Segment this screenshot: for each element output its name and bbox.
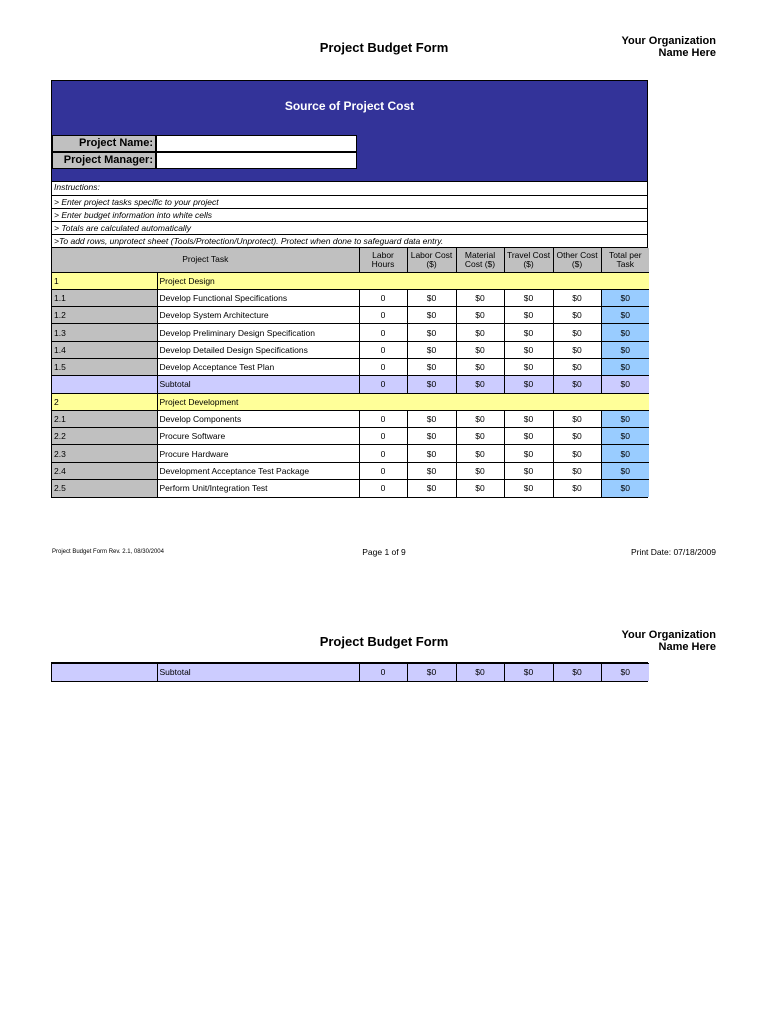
- labor-cost-cell[interactable]: $0: [407, 410, 456, 427]
- labor-cost-cell[interactable]: $0: [407, 480, 456, 497]
- travel-cost-cell: $0: [504, 664, 553, 681]
- task-name[interactable]: Develop Detailed Design Specifications: [157, 341, 359, 358]
- material-cost-cell[interactable]: $0: [456, 324, 504, 341]
- labor-hours-cell[interactable]: 0: [359, 445, 407, 462]
- task-id[interactable]: 2.3: [52, 445, 157, 462]
- other-cost-cell[interactable]: $0: [553, 324, 601, 341]
- total-per-task-cell: $0: [601, 307, 649, 324]
- task-id[interactable]: 1.3: [52, 324, 157, 341]
- table-row: [52, 341, 649, 358]
- budget-table-body: [52, 272, 649, 497]
- task-name[interactable]: Develop Components: [157, 410, 359, 427]
- travel-cost-cell[interactable]: $0: [504, 289, 553, 306]
- phase-row: [52, 393, 649, 410]
- task-id[interactable]: 2.1: [52, 410, 157, 427]
- labor-cost-cell[interactable]: $0: [407, 307, 456, 324]
- task-name[interactable]: Procure Software: [157, 428, 359, 445]
- banner-title: Source of Project Cost: [284, 99, 415, 113]
- travel-cost-cell[interactable]: $0: [504, 410, 553, 427]
- total-per-task-cell: $0: [601, 358, 649, 375]
- other-cost-cell[interactable]: $0: [553, 358, 601, 375]
- table-row: [52, 428, 649, 445]
- travel-cost-cell[interactable]: $0: [504, 341, 553, 358]
- labor-cost-cell[interactable]: $0: [407, 358, 456, 375]
- labor-hours-cell[interactable]: 0: [359, 307, 407, 324]
- phase-name: Project Development: [157, 393, 649, 410]
- other-cost-cell: $0: [553, 664, 601, 681]
- travel-cost-cell[interactable]: $0: [504, 480, 553, 497]
- labor-hours-cell[interactable]: 0: [359, 428, 407, 445]
- travel-cost-cell[interactable]: $0: [504, 358, 553, 375]
- org-line2: Name Here: [658, 641, 716, 653]
- labor-hours-cell[interactable]: 0: [359, 462, 407, 479]
- table-header-row: [52, 248, 649, 272]
- labor-hours-cell[interactable]: 0: [359, 341, 407, 358]
- material-cost-cell: $0: [456, 376, 504, 393]
- project-name-label: Project Name:: [52, 135, 156, 152]
- project-manager-label: Project Manager:: [52, 152, 156, 169]
- material-cost-cell[interactable]: $0: [456, 307, 504, 324]
- col-header-labor-cost: Labor Cost ($): [407, 248, 456, 272]
- total-per-task-cell: $0: [601, 445, 649, 462]
- task-id[interactable]: 2.2: [52, 428, 157, 445]
- task-id: [52, 664, 157, 681]
- phase-id: 2: [52, 393, 157, 410]
- task-name[interactable]: Procure Hardware: [157, 445, 359, 462]
- task-id: [52, 376, 157, 393]
- labor-cost-cell[interactable]: $0: [407, 324, 456, 341]
- material-cost-cell[interactable]: $0: [456, 341, 504, 358]
- org-line1: Your Organization: [621, 629, 716, 641]
- material-cost-cell[interactable]: $0: [456, 428, 504, 445]
- page2-organization-name: [621, 629, 716, 653]
- instruction-line: >To add rows, unprotect sheet (Tools/Protection/Unprotect). Protect when done to safeguard data entry.: [52, 235, 647, 248]
- other-cost-cell[interactable]: $0: [553, 410, 601, 427]
- instructions: [52, 182, 647, 248]
- banner: [52, 81, 647, 182]
- task-id[interactable]: 1.2: [52, 307, 157, 324]
- phase-name: Project Design: [157, 272, 649, 289]
- total-per-task-cell: $0: [601, 480, 649, 497]
- travel-cost-cell[interactable]: $0: [504, 307, 553, 324]
- labor-cost-cell[interactable]: $0: [407, 462, 456, 479]
- other-cost-cell[interactable]: $0: [553, 445, 601, 462]
- task-name[interactable]: Develop Acceptance Test Plan: [157, 358, 359, 375]
- table-row: [52, 358, 649, 375]
- table-row: [52, 462, 649, 479]
- task-name[interactable]: Perform Unit/Integration Test: [157, 480, 359, 497]
- other-cost-cell[interactable]: $0: [553, 428, 601, 445]
- budget-table-continued: [52, 663, 649, 681]
- total-per-task-cell: $0: [601, 341, 649, 358]
- task-name[interactable]: Development Acceptance Test Package: [157, 462, 359, 479]
- task-name: Subtotal: [157, 664, 359, 681]
- other-cost-cell: $0: [553, 376, 601, 393]
- instruction-line: > Enter budget information into white cells: [52, 209, 647, 222]
- other-cost-cell[interactable]: $0: [553, 480, 601, 497]
- total-per-task-cell: $0: [601, 324, 649, 341]
- instruction-line: > Totals are calculated automatically: [52, 222, 647, 235]
- travel-cost-cell[interactable]: $0: [504, 462, 553, 479]
- project-name-input[interactable]: [156, 135, 357, 152]
- col-header-material-cost: Material Cost ($): [456, 248, 504, 272]
- project-manager-input[interactable]: [156, 152, 357, 169]
- material-cost-cell[interactable]: $0: [456, 410, 504, 427]
- labor-cost-cell[interactable]: $0: [407, 445, 456, 462]
- instruction-line: > Enter project tasks specific to your project: [52, 196, 647, 209]
- col-header-total-per-task: Total per Task: [601, 248, 649, 272]
- page2-form-title: Project Budget Form: [319, 634, 449, 649]
- task-name[interactable]: Develop System Architecture: [157, 307, 359, 324]
- labor-hours-cell[interactable]: 0: [359, 480, 407, 497]
- total-per-task-cell: $0: [601, 289, 649, 306]
- total-per-task-cell: $0: [601, 376, 649, 393]
- total-per-task-cell: $0: [601, 462, 649, 479]
- labor-hours-cell: 0: [359, 664, 407, 681]
- travel-cost-cell: $0: [504, 376, 553, 393]
- task-name: Subtotal: [157, 376, 359, 393]
- table-row: [52, 307, 649, 324]
- col-header-task: Project Task: [52, 248, 359, 272]
- table-row: [52, 324, 649, 341]
- material-cost-cell[interactable]: $0: [456, 358, 504, 375]
- table-row: [52, 289, 649, 306]
- labor-hours-cell[interactable]: 0: [359, 289, 407, 306]
- col-header-travel-cost: Travel Cost ($): [504, 248, 553, 272]
- other-cost-cell[interactable]: $0: [553, 462, 601, 479]
- footer-revision: Project Budget Form Rev. 2.1, 08/30/2004: [52, 549, 164, 555]
- instruction-line: Instructions:: [52, 182, 647, 196]
- material-cost-cell: $0: [456, 664, 504, 681]
- labor-cost-cell[interactable]: $0: [407, 428, 456, 445]
- material-cost-cell[interactable]: $0: [456, 462, 504, 479]
- budget-sheet-continued: [51, 662, 648, 682]
- labor-hours-cell[interactable]: 0: [359, 324, 407, 341]
- travel-cost-cell[interactable]: $0: [504, 445, 553, 462]
- total-per-task-cell: $0: [601, 410, 649, 427]
- budget-table-body: [52, 664, 649, 681]
- task-id[interactable]: 2.4: [52, 462, 157, 479]
- task-id[interactable]: 2.5: [52, 480, 157, 497]
- other-cost-cell[interactable]: $0: [553, 289, 601, 306]
- phase-row: [52, 272, 649, 289]
- material-cost-cell[interactable]: $0: [456, 480, 504, 497]
- labor-cost-cell: $0: [407, 376, 456, 393]
- col-header-other-cost: Other Cost ($): [553, 248, 601, 272]
- labor-hours-cell[interactable]: 0: [359, 358, 407, 375]
- total-per-task-cell: $0: [601, 428, 649, 445]
- phase-id: 1: [52, 272, 157, 289]
- labor-hours-cell[interactable]: 0: [359, 410, 407, 427]
- labor-cost-cell[interactable]: $0: [407, 341, 456, 358]
- table-row: [52, 445, 649, 462]
- task-id[interactable]: 1.1: [52, 289, 157, 306]
- material-cost-cell[interactable]: $0: [456, 445, 504, 462]
- labor-hours-cell: 0: [359, 376, 407, 393]
- footer-page-number: Page 1 of 9: [362, 547, 406, 557]
- table-row: [52, 410, 649, 427]
- labor-cost-cell: $0: [407, 664, 456, 681]
- task-name[interactable]: Develop Preliminary Design Specification: [157, 324, 359, 341]
- page1-form-title: Project Budget Form: [319, 40, 449, 55]
- task-id[interactable]: 1.5: [52, 358, 157, 375]
- footer-print-date: Print Date: 07/18/2009: [630, 547, 716, 557]
- total-per-task-cell: $0: [601, 664, 649, 681]
- budget-sheet: [51, 80, 648, 498]
- other-cost-cell[interactable]: $0: [553, 307, 601, 324]
- task-name[interactable]: Develop Functional Specifications: [157, 289, 359, 306]
- org-line2: Name Here: [658, 47, 716, 59]
- travel-cost-cell[interactable]: $0: [504, 324, 553, 341]
- other-cost-cell[interactable]: $0: [553, 341, 601, 358]
- labor-cost-cell[interactable]: $0: [407, 289, 456, 306]
- col-header-labor-hours: Labor Hours: [359, 248, 407, 272]
- subtotal-row: [52, 664, 649, 681]
- task-id[interactable]: 1.4: [52, 341, 157, 358]
- table-row: [52, 480, 649, 497]
- subtotal-row: [52, 376, 649, 393]
- page1-organization-name: [621, 35, 716, 59]
- travel-cost-cell[interactable]: $0: [504, 428, 553, 445]
- org-line1: Your Organization: [621, 35, 716, 47]
- material-cost-cell[interactable]: $0: [456, 289, 504, 306]
- budget-table: [52, 248, 649, 497]
